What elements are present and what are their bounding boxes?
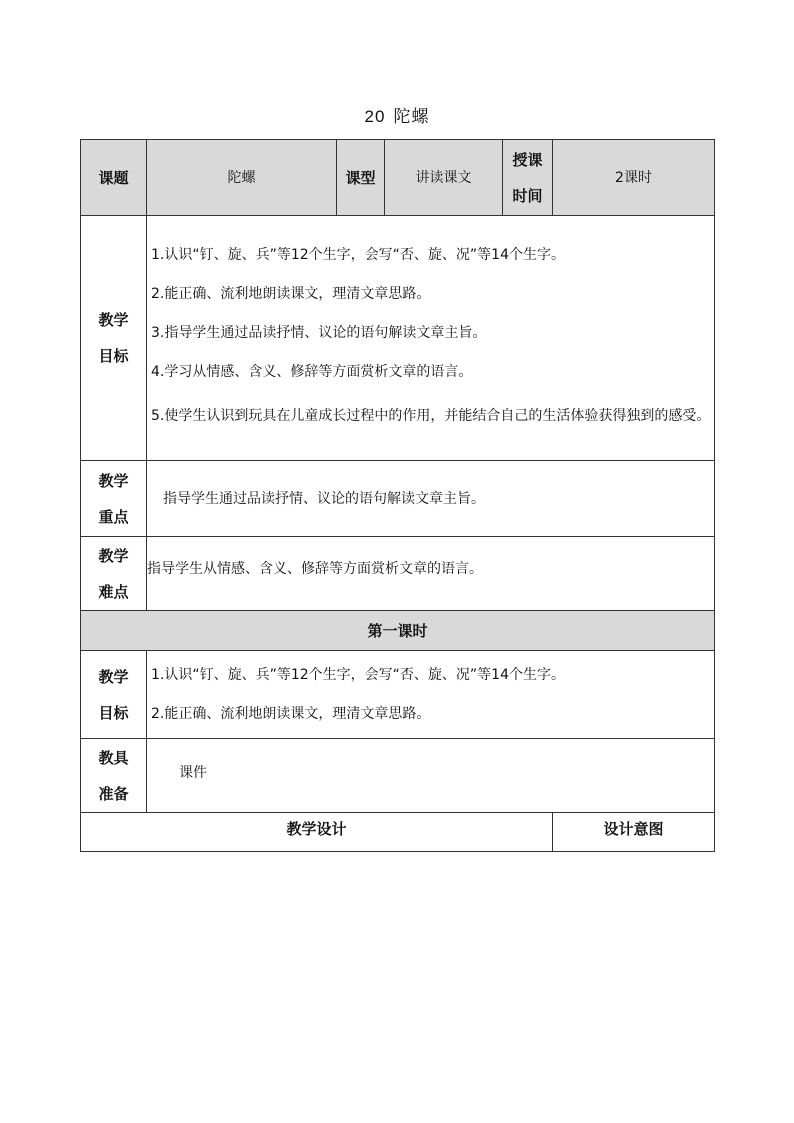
- lesson-one-objectives-row: [81, 651, 715, 739]
- tools-label-line-1: 教具: [98, 748, 129, 767]
- time-value: 2课时: [553, 140, 715, 216]
- lesson-one-objectives-list: [147, 651, 715, 739]
- design-header-row: [81, 813, 715, 852]
- tools-label-line-2: 准备: [98, 784, 129, 803]
- lesson-one-objectives-label: [81, 651, 147, 739]
- objective-item: 4.学习从情感、含义、修辞等方面赏析文章的语言。: [151, 364, 473, 380]
- key-points-label-line-2: 重点: [98, 507, 129, 526]
- objectives-label-line-1: 教学: [98, 311, 129, 329]
- difficulties-text: 指导学生从情感、含义、修辞等方面赏析文章的语言。: [147, 537, 715, 611]
- lesson-plan-table: [80, 139, 715, 852]
- objectives-label-line-2: 目标: [98, 347, 129, 365]
- difficulties-row: [81, 537, 715, 611]
- tools-label: [81, 739, 147, 813]
- topic-label: 课题: [81, 140, 147, 216]
- objective-item: 1.认识“钉、旋、兵”等12个生字，会写“否、旋、况”等14个生字。: [151, 247, 565, 263]
- tools-value: 课件: [147, 739, 715, 813]
- page-title: [0, 102, 794, 127]
- objective-item: 5.使学生认识到玩具在儿童成长过程中的作用，并能结合自己的生活体验获得独到的感受。: [151, 408, 711, 424]
- tools-row: [81, 739, 715, 813]
- intent-label: 设计意图: [553, 813, 715, 852]
- objective-item: 2.能正确、流利地朗读课文，理清文章思路。: [151, 286, 431, 302]
- key-points-row: [81, 461, 715, 537]
- lesson-one-heading: 第一课时: [81, 611, 715, 651]
- difficulties-label-line-2: 难点: [98, 582, 129, 601]
- difficulties-label: [81, 537, 147, 611]
- header-row: [81, 140, 715, 216]
- lesson-title: 陀螺: [393, 107, 430, 127]
- difficulties-label-line-1: 教学: [98, 546, 129, 565]
- key-points-label: [81, 461, 147, 537]
- lesson-one-objectives-label-line-2: 目标: [98, 703, 129, 722]
- time-label-line-2: 时间: [512, 186, 543, 205]
- time-label-line-1: 授课: [512, 150, 543, 169]
- lesson-one-objective-item: 2.能正确、流利地朗读课文，理清文章思路。: [151, 705, 431, 722]
- lesson-one-objectives-label-line-1: 教学: [98, 667, 129, 686]
- design-label: 教学设计: [81, 813, 553, 852]
- type-label: 课型: [337, 140, 385, 216]
- lesson-one-heading-row: [81, 611, 715, 651]
- type-value: 讲读课文: [385, 140, 503, 216]
- objective-item: 3.指导学生通过品读抒情、议论的语句解读文章主旨。: [151, 325, 487, 341]
- topic-value: 陀螺: [147, 140, 337, 216]
- lesson-number: 20: [364, 107, 386, 126]
- key-points-label-line-1: 教学: [98, 471, 129, 490]
- objectives-row: [81, 216, 715, 461]
- key-points-text: 指导学生通过品读抒情、议论的语句解读文章主旨。: [147, 461, 715, 537]
- lesson-one-objective-item: 1.认识“钉、旋、兵”等12个生字，会写“否、旋、况”等14个生字。: [151, 666, 565, 683]
- time-label: [503, 140, 553, 216]
- objectives-label: [81, 216, 147, 461]
- objectives-list: [147, 216, 715, 461]
